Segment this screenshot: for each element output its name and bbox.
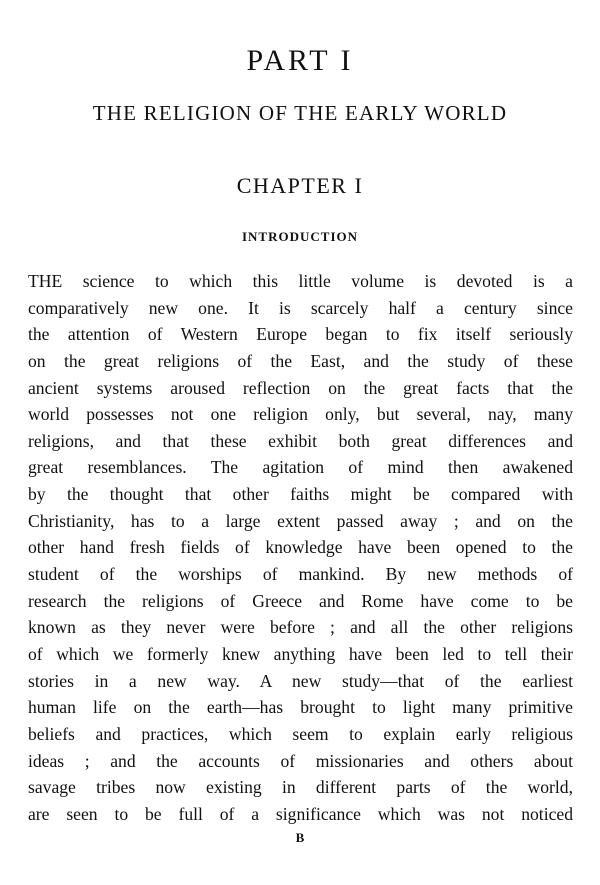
text-line: ancient systems aroused reflection on the great facts that the [28,377,573,398]
part-title: PART I [246,44,354,77]
text-line: known as they never were before ; and all the other religions [28,617,573,638]
text-line: comparatively new one. It is scarcely half a century since [28,297,573,318]
text-line: THE science to which this little volume is devoted is a [28,271,573,291]
text-line: the attention of Western Europe began to fix itself seriously [28,324,573,345]
signature-mark: B [295,830,305,845]
text-line: savage tribes now existing in different parts of the world, [28,777,573,798]
text-line: world possesses not one religion only, but several, nay, many [28,404,573,425]
section-title: INTRODUCTION [241,229,358,244]
text-line: are seen to be full of a significance which was not noticed [28,803,573,824]
text-line: Christianity, has to a large extent passed away ; and on the [28,510,573,531]
text-line: religions, and that these exhibit both great differences and [28,430,573,451]
text-line: great resemblances. The agitation of mind then awakened [28,457,573,478]
text-line: of which we formerly knew anything have been led to tell their [28,643,573,664]
body-text [28,268,573,827]
text-line: stories in a new way. A new study—that of the earliest [28,670,573,691]
text-line: by the thought that other faiths might be compared with [28,484,573,505]
part-subtitle: THE RELIGION OF THE EARLY WORLD [92,101,508,125]
text-line: on the great religions of the East, and the study of these [28,350,573,371]
text-line: ideas ; and the accounts of missionaries and others about [28,750,573,771]
text-line: student of the worships of mankind. By new methods of [28,564,573,585]
text-line: beliefs and practices, which seem to explain early religious [28,723,573,744]
text-line: other hand fresh fields of knowledge have been opened to the [28,537,573,558]
chapter-title: CHAPTER I [236,173,364,198]
text-line: research the religions of Greece and Rome have come to be [28,590,573,611]
text-line: human life on the earth—has brought to light many primitive [28,697,573,718]
